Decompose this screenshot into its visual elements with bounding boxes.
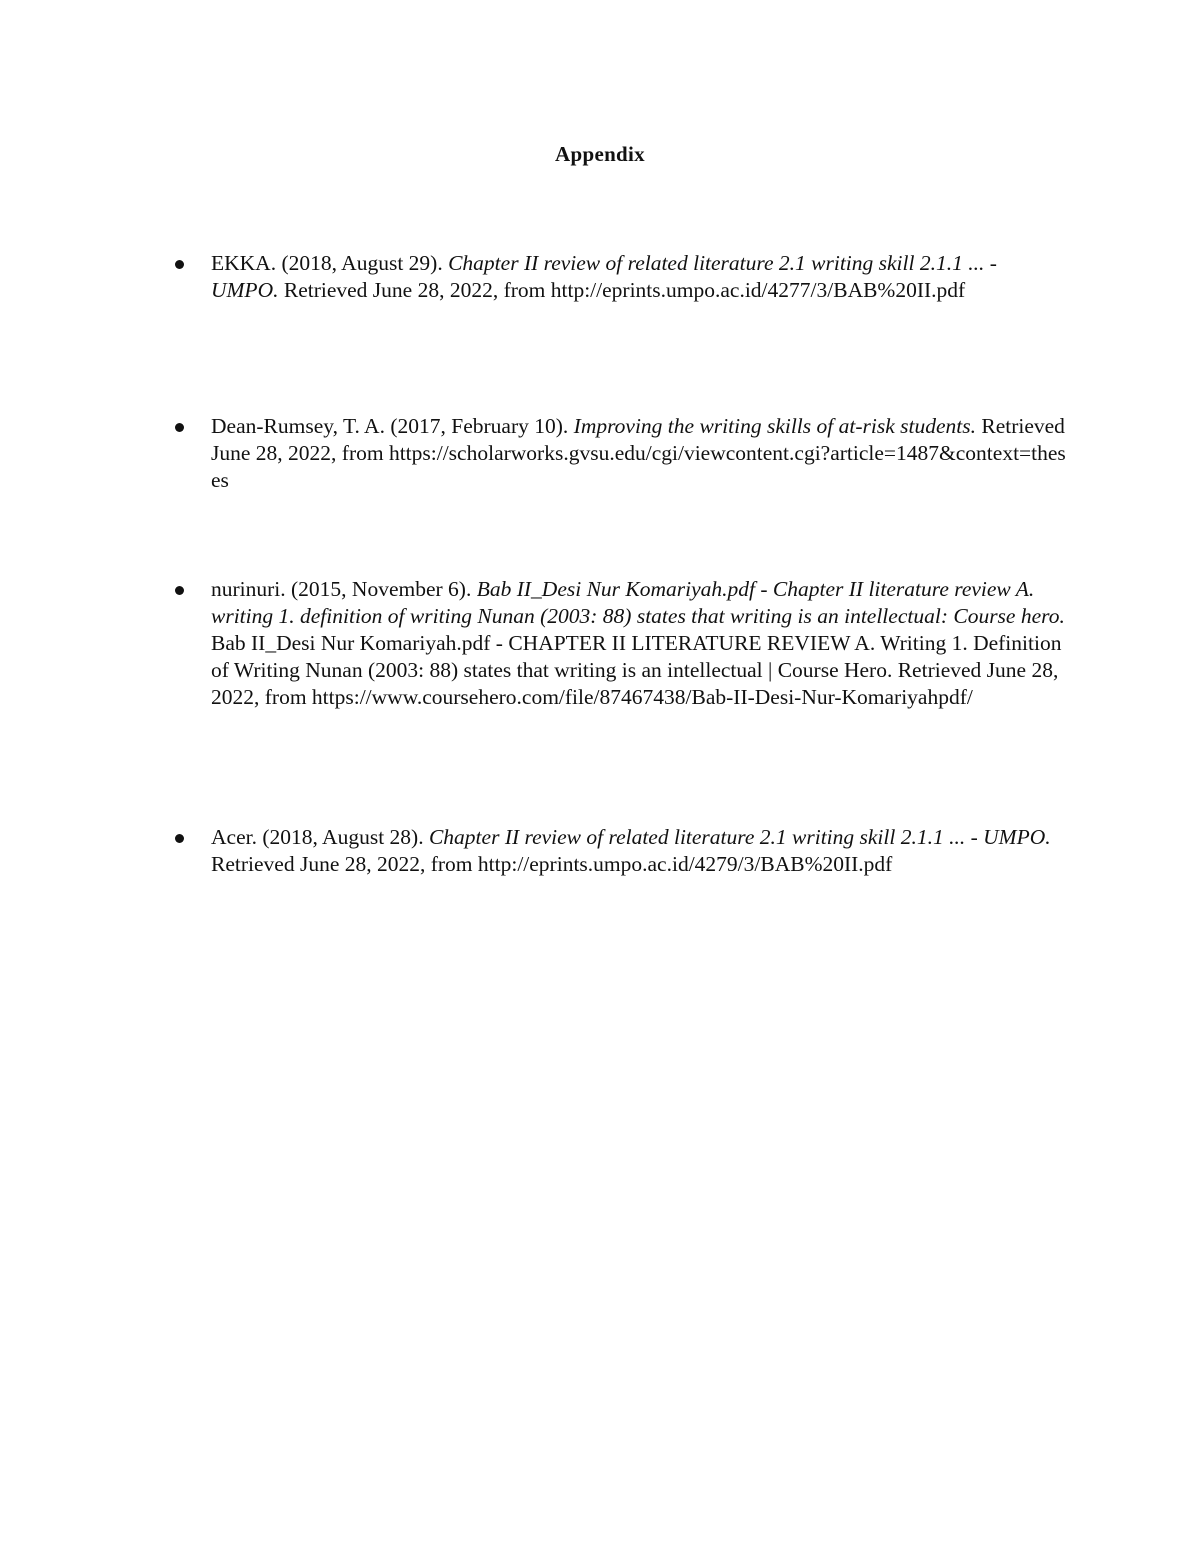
reference-item <box>211 250 1066 304</box>
reference-author-date: nurinuri. (2015, November 6). <box>211 577 477 601</box>
bullet-icon <box>175 586 184 595</box>
reference-author-date: Dean-Rumsey, T. A. (2017, February 10). <box>211 414 574 438</box>
page-title: Appendix <box>555 142 645 166</box>
reference-author-date: Acer. (2018, August 28). <box>211 825 429 849</box>
reference-item <box>211 824 1066 878</box>
reference-title: Chapter II review of related literature 2.1 writing skill 2.1.1 ... - UMPO. <box>428 825 1051 849</box>
reference-title: Improving the writing skills of at-risk students. <box>573 414 976 438</box>
bullet-icon <box>175 834 184 843</box>
reference-retrieval: Bab II_Desi Nur Komariyah.pdf - CHAPTER II LITERATURE REVIEW A. Writing 1. Definition of Writing Nunan (2003: 88) states that writing is an intellectual | Course Hero. Retrieved June 28, 2022, from https://www.coursehero.com/file/87467438/Bab-II-Desi-Nur-Komariyahpdf/ <box>211 631 1062 709</box>
reference-retrieval: Retrieved June 28, 2022, from https://scholarworks.gvsu.edu/cgi/viewcontent.cgi?article=1487&context=theses <box>211 414 1066 492</box>
reference-title: Chapter II review of related literature 2.1 writing skill 2.1.1 ... - UMPO. <box>211 251 997 302</box>
reference-title: Bab II_Desi Nur Komariyah.pdf - Chapter II literature review A. writing 1. definition of writing Nunan (2003: 88) states that writing is an intellectual: Course hero. <box>211 577 1065 628</box>
reference-item <box>211 576 1066 711</box>
reference-author-date: EKKA. (2018, August 29). <box>211 251 449 275</box>
bullet-icon <box>175 423 184 432</box>
reference-retrieval: Retrieved June 28, 2022, from http://eprints.umpo.ac.id/4279/3/BAB%20II.pdf <box>211 852 893 876</box>
bullet-icon <box>175 260 184 269</box>
reference-retrieval: Retrieved June 28, 2022, from http://eprints.umpo.ac.id/4277/3/BAB%20II.pdf <box>278 278 966 302</box>
reference-item <box>211 413 1066 494</box>
